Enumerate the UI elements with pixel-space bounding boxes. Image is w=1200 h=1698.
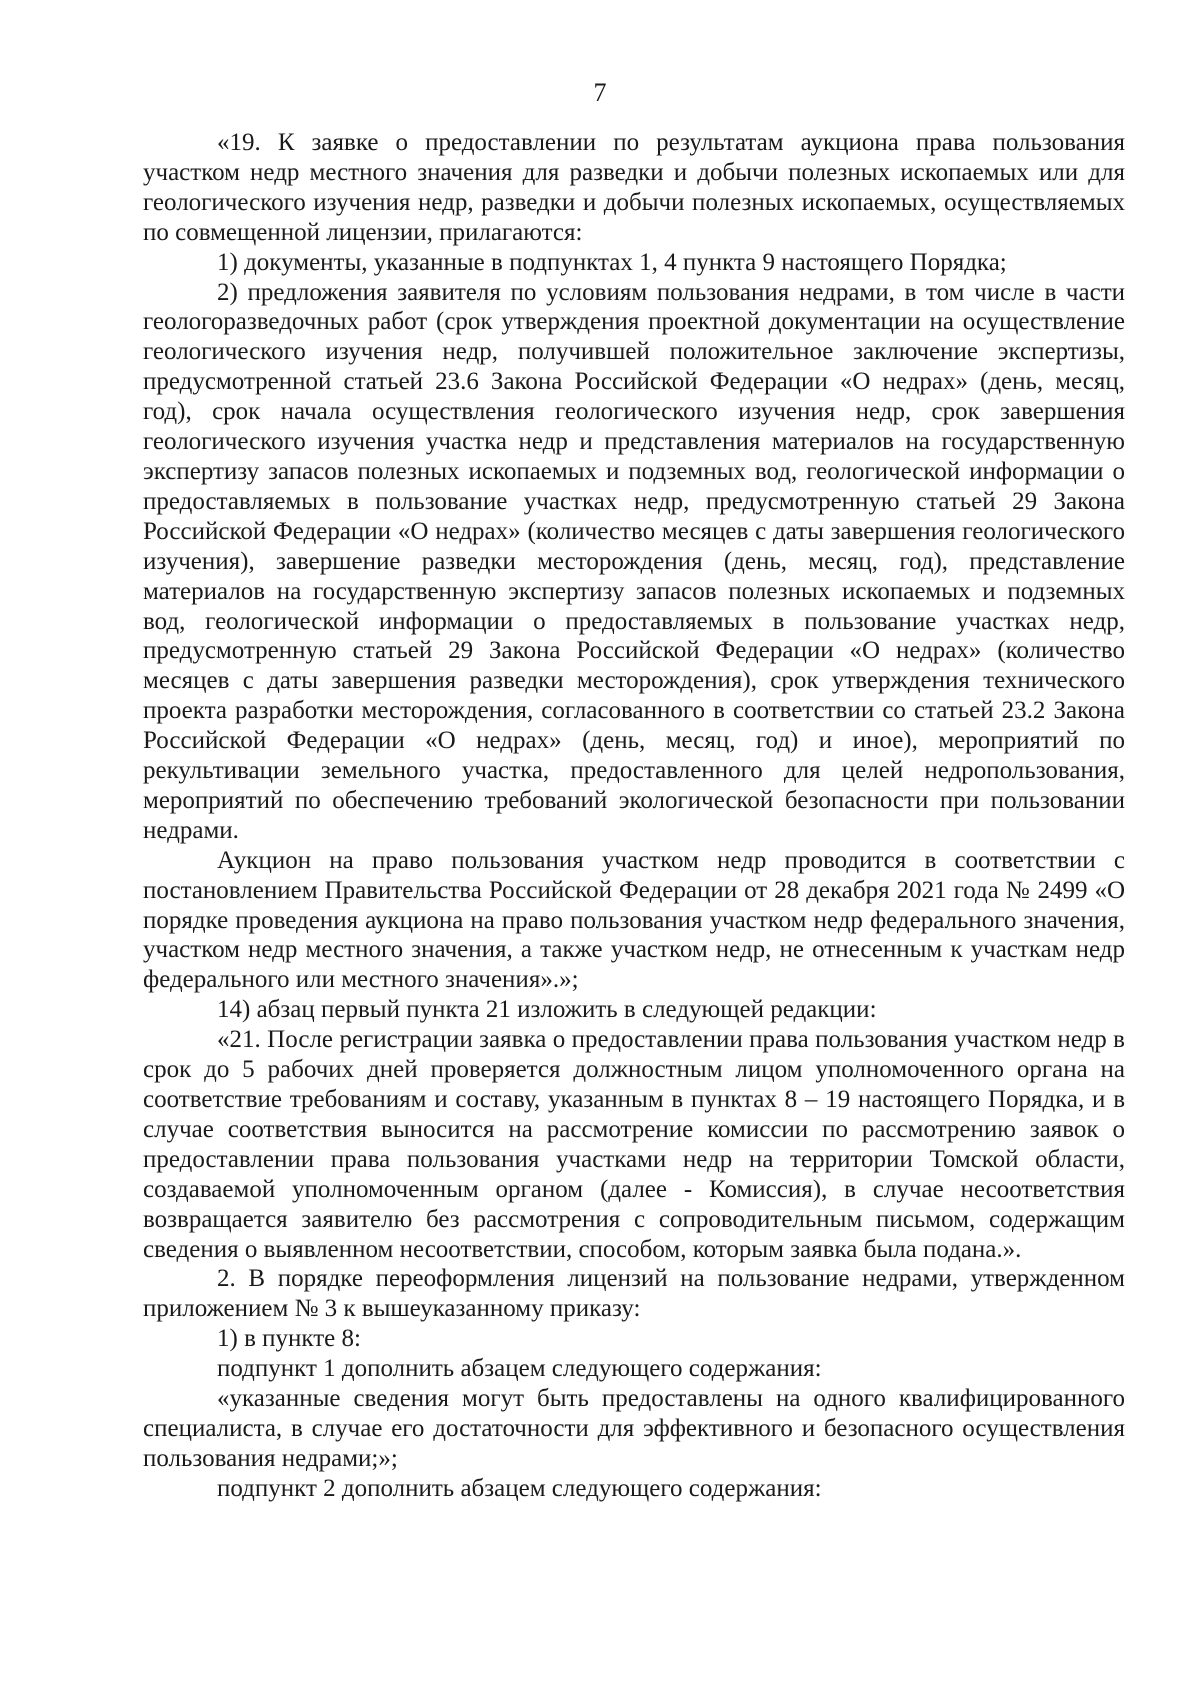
- paragraph-clause-19-intro: «19. К заявке о предоставлении по результатам аукциона права пользования участком недр местного значения для разведки и добычи полезных ископаемых или для геологического изучения недр, разведки и добычи полезных ископаемых, осуществляемых по совмещенной лицензии, прилагаются:: [143, 129, 1125, 246]
- paragraph-clause-21: «21. После регистрации заявка о предоставлении права пользования участком недр в срок до 5 рабочих дней проверяется должностным лицом уполномоченного органа на соответствие требованиям и составу, указанным в пунктах 8 – 19 настоящего Порядка, и в случае соответствия выносится на рассмотрение комиссии по рассмотрению заявок о предоставлении права пользования участками недр на территории Томской области, создаваемой уполномоченным органом (далее - Комиссия), в случае несоответствия возвращается заявителю без рассмотрения с сопроводительным письмом, содержащим сведения о выявленном несоответствии, способом, которым заявка была подана.».: [143, 1026, 1125, 1263]
- paragraph-item-2-proposals: 2) предложения заявителя по условиям пользования недрами, в том числе в части геологоразведочных работ (срок утверждения проектной документации на осуществление геологического изучения недр, получившей положительное заключение экспертизы, предусмотренной статьей 23.6 Закона Российской Федерации «О недрах» (день, месяц, год), срок начала осуществления геологического изучения недр, срок завершения геологического изучения участка недр и представления материалов на государственную экспертизу запасов полезных ископаемых и подземных вод, геологической информации о предоставляемых в пользование участках недр, предусмотренную статьей 29 Закона Российской Федерации «О недрах» (количество месяцев с даты завершения геологического изучения), завершение разведки месторождения (день, месяц, год), представление материалов на государственную экспертизу запасов полезных ископаемых и подземных вод, геологической информации о предоставляемых в пользование участках недр, предусмотренную статьей 29 Закона Российской Федерации «О недрах» (количество месяцев с даты завершения разведки месторождения), срок утверждения технического проекта разработки месторождения, согласованного в соответствии со статьей 23.2 Закона Российской Федерации «О недрах» (день, месяц, год) и иное), мероприятий по рекультивации земельного участка, предоставленного для целей недропользования, мероприятий по обеспечению требований экологической безопасности при пользовании недрами.: [143, 278, 1125, 844]
- paragraph-auction-procedure: Аукцион на право пользования участком недр проводится в соответствии с постановлением Правительства Российской Федерации от 28 декабря 2021 года № 2499 «О порядке проведения аукциона на право пользования участком недр федерального значения, участком недр местного значения, а также участком недр, не отнесенным к участкам недр федерального или местного значения».»;: [143, 846, 1125, 994]
- paragraph-item-14: 14) абзац первый пункта 21 изложить в следующей редакции:: [217, 996, 877, 1024]
- paragraph-item-1-documents: 1) документы, указанные в подпунктах 1, 4 пункта 9 настоящего Порядка;: [217, 248, 1007, 276]
- paragraph-subitem-1: подпункт 1 дополнить абзацем следующего содержания:: [217, 1355, 822, 1383]
- paragraph-section-2: 2. В порядке переоформления лицензий на пользование недрами, утвержденном приложением № 3 к вышеуказанному приказу:: [143, 1265, 1125, 1323]
- page-number: 7: [593, 78, 607, 107]
- paragraph-point-8: 1) в пункте 8:: [217, 1325, 361, 1353]
- paragraph-subitem-2: подпункт 2 дополнить абзацем следующего содержания:: [217, 1474, 822, 1502]
- document-body: [143, 128, 1125, 1504]
- paragraph-specialist-quote: «указанные сведения могут быть предоставлены на одного квалифицированного специалиста, в случае его достаточности для эффективного и безопасного осуществления пользования недрами;»;: [143, 1385, 1125, 1472]
